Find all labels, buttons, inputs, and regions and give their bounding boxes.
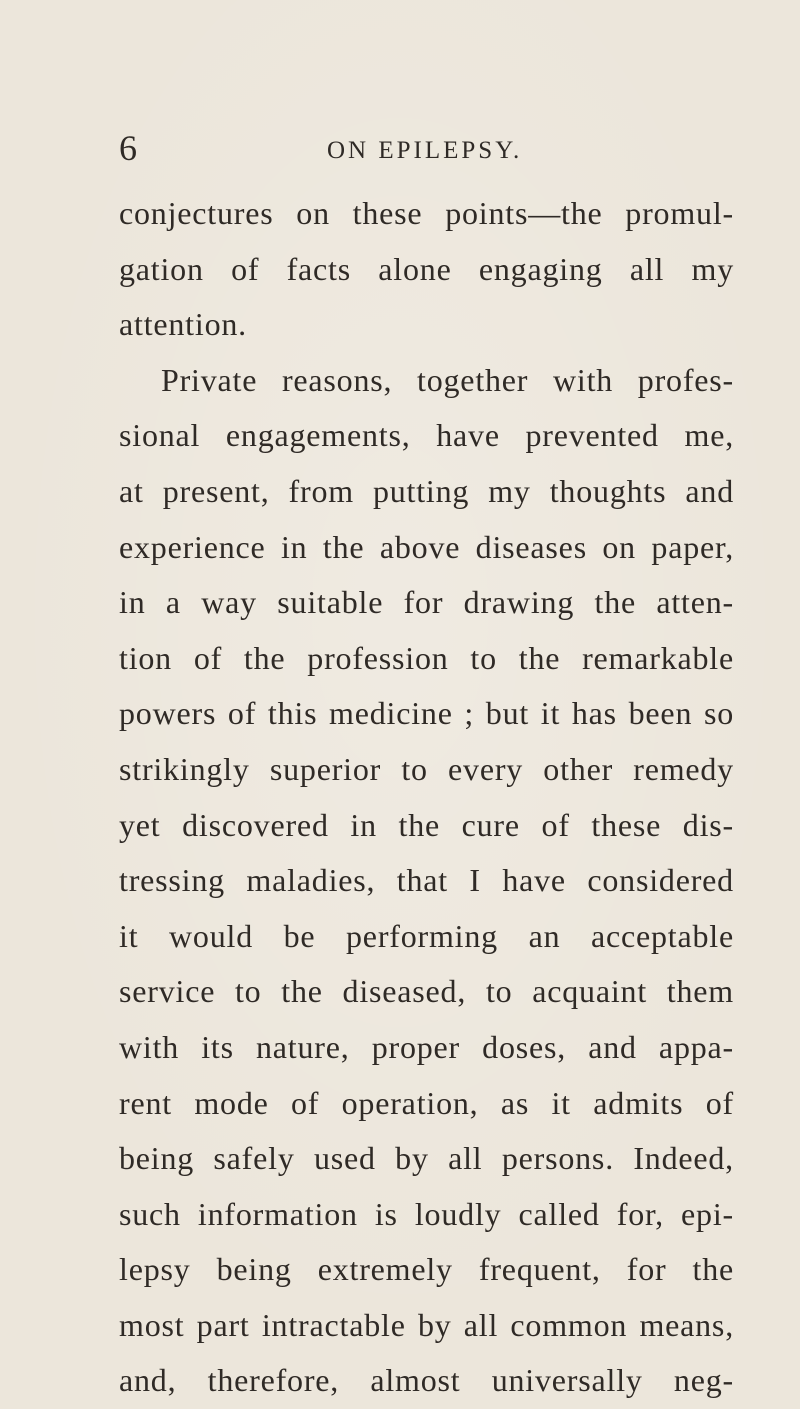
- text-line: at present, from putting my thoughts and: [119, 472, 734, 509]
- text-line: conjectures on these points—the promul-: [119, 195, 734, 231]
- text-line: sional engagements, have prevented me,: [119, 417, 734, 454]
- text-line: Private reasons, together with profes-: [161, 361, 734, 398]
- text-line: tion of the profession to the remarkable: [119, 639, 734, 676]
- text-line: yet discovered in the cure of these dis-: [119, 806, 734, 843]
- text-line: it would be performing an acceptable: [119, 917, 734, 954]
- page-number: 6: [119, 128, 137, 168]
- text-line: most part intractable by all common means,: [119, 1306, 734, 1343]
- text-line: tressing maladies, that I have considered: [119, 862, 734, 899]
- text-line: experience in the above diseases on paper,: [119, 528, 734, 565]
- text-line: and, therefore, almost universally neg-: [119, 1362, 734, 1399]
- text-line: with its nature, proper doses, and appa-: [119, 1028, 734, 1065]
- text-line: lepsy being extremely frequent, for the: [119, 1251, 734, 1288]
- text-line: rent mode of operation, as it admits of: [119, 1084, 734, 1121]
- text-line: strikingly superior to every other remedy: [119, 750, 734, 787]
- text-line: attention.: [119, 306, 247, 343]
- text-line: in a way suitable for drawing the atten-: [119, 584, 734, 621]
- text-line: gation of facts alone engaging all my: [119, 250, 734, 287]
- text-line: service to the diseased, to acquaint them: [119, 973, 734, 1010]
- body-text: [119, 186, 734, 1409]
- text-line: powers of this medicine ; but it has been so: [119, 695, 734, 732]
- text-line: being safely used by all persons. Indeed,: [119, 1140, 734, 1177]
- running-head: ON EPILEPSY.: [327, 137, 523, 164]
- text-line: such information is loudly called for, epi-: [119, 1195, 734, 1232]
- page-header: [119, 128, 739, 178]
